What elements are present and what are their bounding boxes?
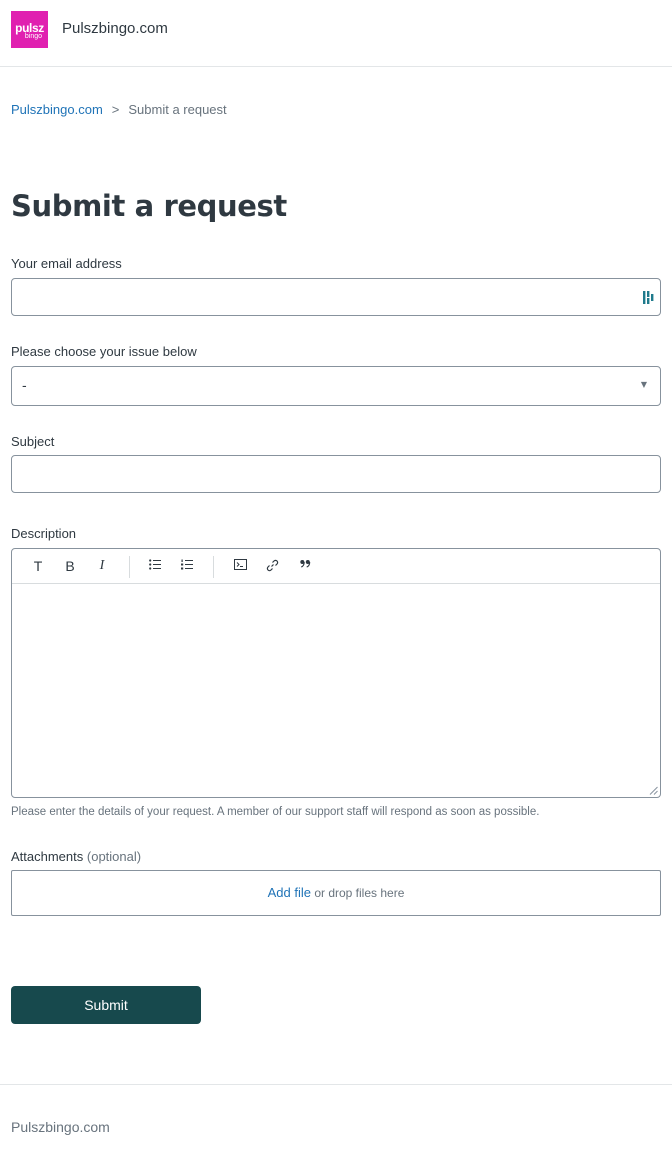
code-block-icon	[234, 559, 247, 570]
breadcrumb	[11, 102, 227, 117]
link-icon	[266, 559, 279, 572]
issue-label: Please choose your issue below	[11, 344, 197, 359]
breadcrumb-current: Submit a request	[128, 102, 227, 117]
link-button[interactable]	[262, 557, 282, 575]
attachments-dropzone[interactable]	[11, 870, 661, 916]
logo-text-top: pulsz	[15, 21, 44, 35]
subject-input[interactable]	[11, 455, 661, 493]
subject-label: Subject	[11, 434, 55, 449]
footer-site-name[interactable]: Pulszbingo.com	[11, 1119, 110, 1135]
attachments-optional: (optional)	[86, 849, 142, 864]
toolbar-divider	[129, 556, 130, 578]
description-hint: Please enter the details of your request. A member of our support staff will respond as soon as possible.	[11, 806, 540, 818]
bullet-list-button[interactable]	[145, 557, 165, 575]
add-file-link[interactable]: Add file	[267, 885, 311, 900]
description-label: Description	[11, 526, 77, 541]
issue-select-value: -	[22, 377, 27, 393]
submit-button[interactable]: Submit	[11, 986, 201, 1024]
toolbar-divider	[213, 556, 214, 578]
breadcrumb-separator: >	[111, 102, 120, 117]
description-editor	[11, 548, 661, 798]
issue-select[interactable]	[11, 366, 661, 406]
bold-button[interactable]: B	[65, 558, 75, 574]
email-field[interactable]	[11, 278, 661, 316]
text-format-button[interactable]: T	[33, 558, 43, 574]
select-arrow-icon: ▼	[640, 380, 647, 389]
header-site-name[interactable]: Pulszbingo.com	[62, 20, 168, 37]
page-title: Submit a request	[11, 189, 287, 223]
code-block-button[interactable]	[230, 557, 250, 575]
attachments-label-text: Attachments	[11, 849, 84, 864]
site-header	[0, 0, 672, 67]
breadcrumb-home-link[interactable]: Pulszbingo.com	[11, 102, 103, 117]
drop-files-text: or drop files here	[314, 886, 405, 900]
blockquote-button[interactable]	[295, 557, 315, 575]
pulsz-bingo-logo[interactable]	[11, 11, 48, 48]
blockquote-icon	[300, 559, 311, 568]
numbered-list-button[interactable]	[177, 557, 197, 575]
resize-grip-icon[interactable]	[649, 786, 658, 795]
logo-text-bottom: bingo	[24, 33, 43, 40]
description-textarea[interactable]	[12, 585, 660, 797]
password-manager-icon[interactable]	[643, 290, 655, 305]
bullet-list-icon	[149, 559, 161, 570]
site-footer	[0, 1084, 672, 1150]
email-label: Your email address	[11, 256, 122, 271]
attachments-label	[11, 849, 141, 864]
editor-toolbar	[12, 549, 660, 584]
italic-button[interactable]: I	[99, 558, 105, 573]
numbered-list-icon	[181, 559, 193, 570]
